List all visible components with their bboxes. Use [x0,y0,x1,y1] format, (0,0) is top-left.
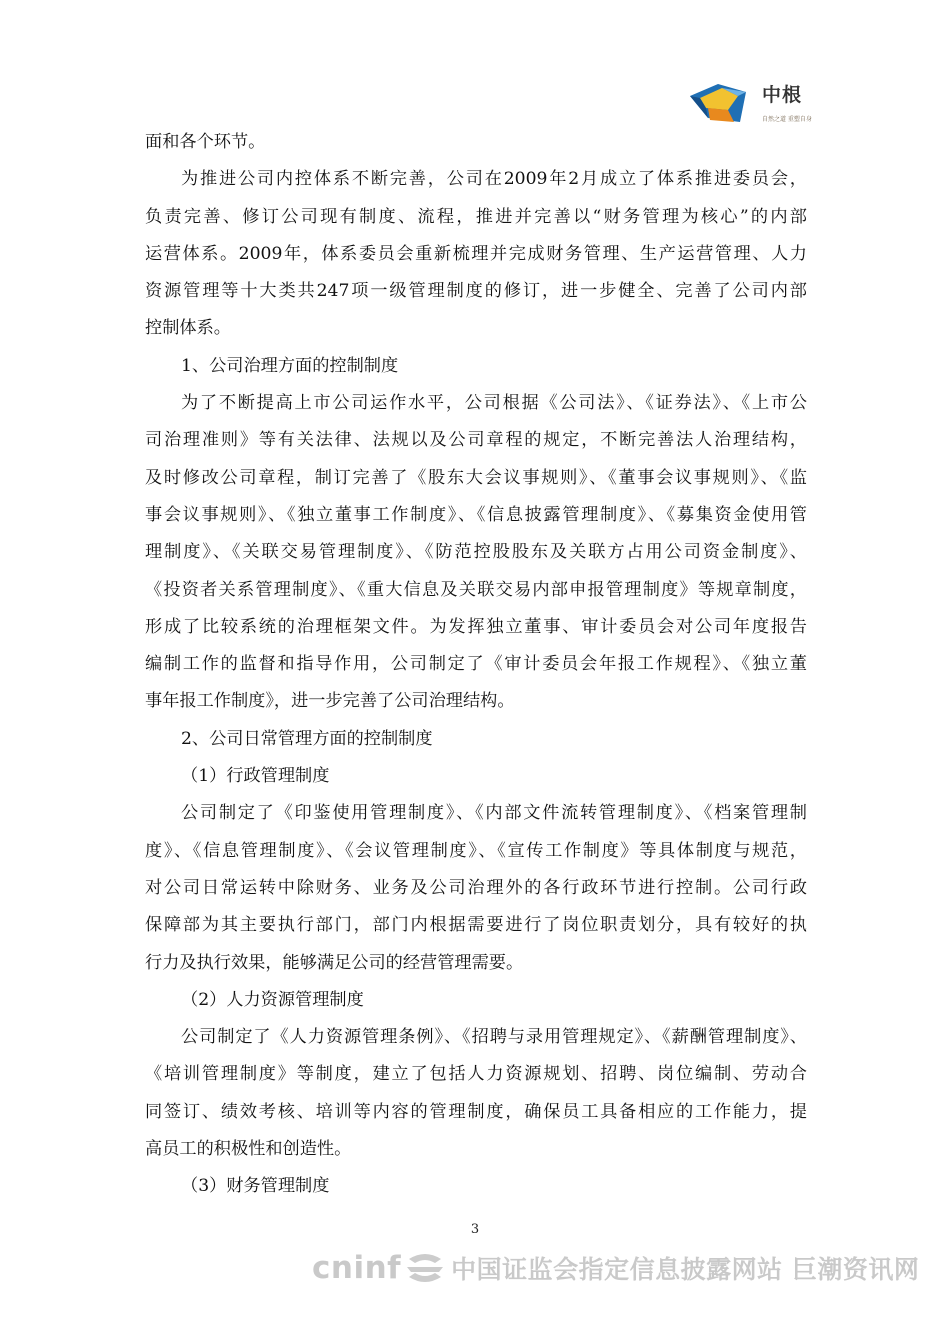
footer-watermark [312,1245,948,1291]
footer-brand: cninf [312,1250,402,1286]
subsection-heading: （2）人力资源管理制度 [181,989,364,1010]
cninf-logo-icon [403,1251,447,1285]
text-line: 保障部为其主要执行部门，部门内根据需要进行了岗位职责划分，具有较好的执 [145,915,807,936]
text-line: 《投资者关系管理制度》、《重大信息及关联交易内部申报管理制度》等规章制度， [145,579,807,600]
text-line: 理制度》、《关联交易管理制度》、《防范控股股东及关联方占用公司资金制度》、 [145,542,807,563]
text-line: 事年报工作制度》，进一步完善了公司治理结构。 [145,691,515,712]
text-line: 面和各个环节。 [145,132,266,152]
footer-site-text: 中国证监会指定信息披露网站 巨潮资讯网 [451,1255,920,1284]
text-line: 《培训管理制度》等制度，建立了包括人力资源规划、招聘、岗位编制、劳动合 [145,1064,807,1085]
text-line: 编制工作的监督和指导作用，公司制定了《审计委员会年报工作规程》、《独立董 [145,654,807,675]
logo-slogan: 自然之道 重塑自身 [762,116,812,123]
subsection-heading: （3）财务管理制度 [181,1176,330,1197]
text-line: 为推进公司内控体系不断完善，公司在2009年2月成立了体系推进委员会， [181,169,807,190]
text-line: 同签订、绩效考核、培训等内容的管理制度，确保员工具备相应的工作能力，提 [145,1101,807,1122]
section-heading: 1、公司治理方面的控制制度 [181,355,399,376]
text-line: 公司制定了《人力资源管理条例》、《招聘与录用管理规定》、《薪酬管理制度》、 [181,1027,807,1048]
text-line: 度》、《信息管理制度》、《会议管理制度》、《宣传工作制度》等具体制度与规范， [145,840,807,861]
text-line: 为了不断提高上市公司运作水平，公司根据《公司法》、《证券法》、《上市公 [181,393,807,414]
page-number: 3 [470,1222,480,1237]
text-line: 及时修改公司章程，制订完善了《股东大会议事规则》、《董事会议事规则》、《监 [145,467,807,488]
text-line: 公司制定了《印鉴使用管理制度》、《内部文件流转管理制度》、《档案管理制 [181,803,807,824]
body-text [145,124,807,1206]
text-line: 事会议事规则》、《独立董事工作制度》、《信息披露管理制度》、《募集资金使用管 [145,504,807,525]
logo-text: 中根 [762,84,803,106]
subsection-heading: （1）行政管理制度 [181,766,330,787]
section-heading: 2、公司日常管理方面的控制制度 [181,728,433,749]
text-line: 对公司日常运转中除财务、业务及公司治理外的各行政环节进行控制。公司行政 [145,877,807,898]
text-line: 高员工的积极性和创造性。 [145,1139,352,1160]
text-line: 运营体系。2009年，体系委员会重新梳理并完成财务管理、生产运营管理、人力 [145,243,807,264]
text-line: 控制体系。 [145,318,231,339]
text-line: 负责完善、修订公司现有制度、流程，推进并完善以“财务管理为核心”的内部 [145,206,807,227]
text-line: 行力及执行效果，能够满足公司的经营管理需要。 [145,952,524,973]
text-line: 司治理准则》等有关法律、法规以及公司章程的规定，不断完善法人治理结构， [145,430,807,451]
text-line: 形成了比较系统的治理框架文件。为发挥独立董事、审计委员会对公司年度报告 [145,616,807,637]
text-line: 资源管理等十大类共247项一级管理制度的修订，进一步健全、完善了公司内部 [145,281,807,302]
